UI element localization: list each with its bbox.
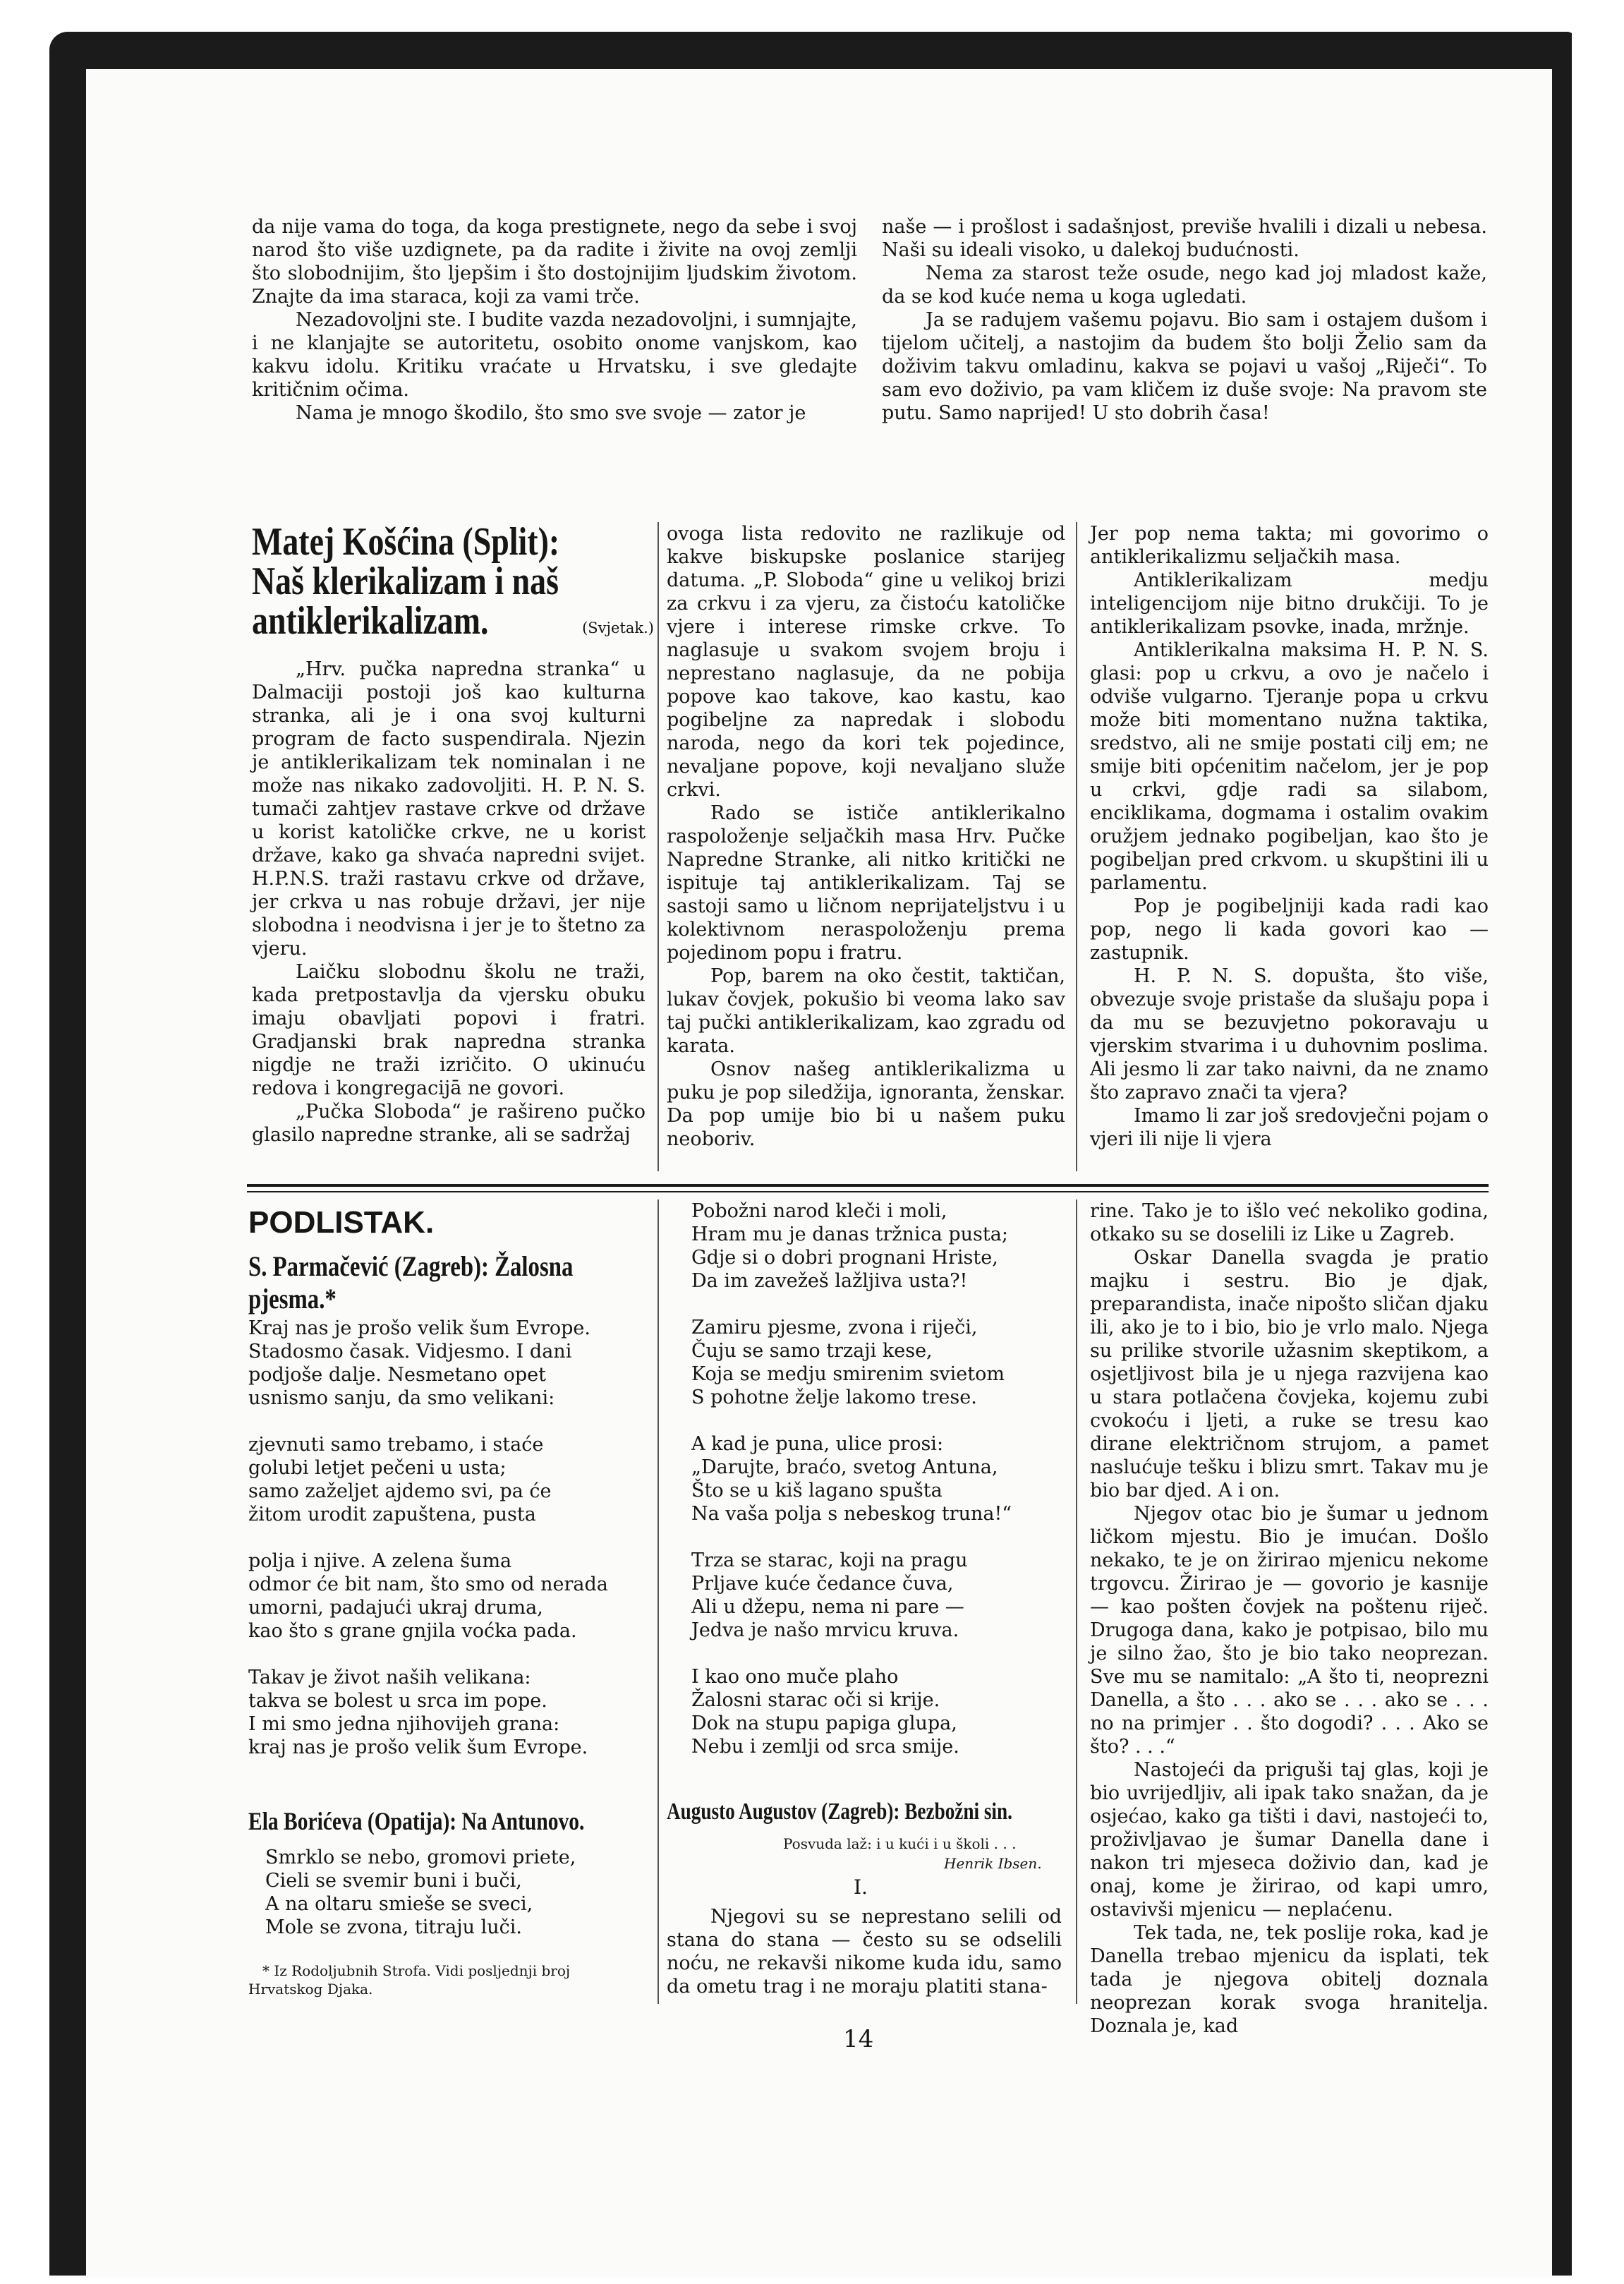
poem-2 [265,1846,639,1939]
article-column-3 [1090,522,1489,1151]
article-title-block [252,520,654,643]
paragraph: „Hrv. pučka napredna stranka“ u Dalmaciji postoji još kao kulturna stranka, ali je i ona svoj kulturni program de facto suspendirala. Njezin je antiklerikalizam tek nominalan i ne može nas nikako zadovoljiti. H. P. N. S. tumači zahtjev rastave crkve od države u korist katoličke crkve, ne u korist države, kako ga shvaća napredni svijet. H.P.N.S. traži rastavu crkve od države, jer crkva u nas robuje državi, jer nije slobodna i neodvisna i jer je to štetno za vjeru. [252,658,646,960]
paragraph: Nastojeći da priguši taj glas, koji je bio uvrijedljiv, ali ipak tako snažan, da je osjećao, kako ga tišti i davi, nastojeći to, proživljavao je šumar Danella dane i nakon tri mjeseca doživio dan, kad je onaj, kome je žirirao, od kapi umro, ostavivši mjenicu — neplaćenu. [1090,1759,1489,1921]
section-rule [247,1191,1489,1192]
paragraph: Pop, barem na oko čestit, taktičan, lukav čovjek, pokušio bi veoma lako sav taj pučki antiklerikalizam, kao zgradu od karata. [667,965,1065,1057]
verse-line: A na oltaru smieše se sveci, [265,1893,533,1915]
verse-line: polja i njive. A zelena šuma [248,1550,512,1572]
paragraph: Antiklerikalna maksima H. P. N. S. glasi: pop u crkvu, a ovo je načelo i odviše vulgarno. Tjeranje popa u crkvu može biti momentano nužna taktika, sredstvo, ali ne smije postati cilj em; ne smije biti općenitim načelom, jer je pop u crkvi, gdje radi sa silabom, enciklikama, dogmama i ostalim ovakim oružjem jednako pogibeljan, kao što je pogibeljan pred crkvom. u skupštini ili u parlamentu. [1090,639,1489,894]
story-right-column [1090,1200,1489,2038]
verse-line: Žalosni starac oči si krije. [691,1689,940,1711]
verse-line: samo zaželjet ajdemo svi, pa će [248,1480,552,1502]
paragraph: Njegov otac bio je šumar u jednom ličkom mjestu. Bio je imućan. Došlo nekako, te je on žirirao mjenicu nekome trgovcu. Žirirao je — govorio je kasnije — kao pošten čovjek na poštenu riječ. Drugoga dana, kako je potpisao, bilo mu je silno žao, što je bio tako neoprezan. Sve mu se namitalo: „A što ti, neoprezni Danella, a što . . . ako se . . . ako se . . . no na primjer . . što dogodi? . . . Ako se što? . . .“ [1090,1503,1489,1758]
page-margin [1572,0,1624,2284]
section-rule [247,1184,1489,1187]
verse-line: Čuju se samo trzaji kese, [691,1340,933,1362]
paragraph: ovoga lista redovito ne razlikuje od kakve biskupske poslanice starijeg datuma. „P. Sloboda“ gine u velikoj brizi za crkvu i za vjeru, za čistoću katoličke vjere i interese rimske crkve. To naglasuje u svakom svojem broju i neprestano naglasuje, da ne pobija popove kao takove, kao kastu, kao pogibeljne za napredak i slobodu naroda, nego da kori tek pojedince, nevaljane popove, koji nevaljano služe crkvi. [667,523,1065,801]
verse-line: Jedva je našo mrvicu kruva. [691,1619,959,1641]
verse-line: Trza se starac, koji na pragu [691,1549,968,1571]
article-source: (Svjetak.) [582,620,654,636]
verse-line: podjoše dalje. Nesmetano opet [248,1364,546,1386]
verse-line: Cieli se svemir buni i buči, [265,1870,522,1892]
paragraph: Nama je mnogo škodilo, što smo sve svoje — zator je [296,402,806,424]
poem-left-column [248,1317,643,1759]
column-divider [658,522,659,1171]
verse-line: odmor će bit nam, što smo od nerada [248,1573,608,1595]
verse-line: Hram mu je danas tržnica pusta; [691,1223,1008,1245]
paragraph: Nema za starost teže osude, nego kad joj mladost kaže, da se kod kuće nema u koga ugledati. [882,262,1487,308]
verse-line: zjevnuti samo trebamo, i staće [248,1434,544,1456]
poem-middle-column [691,1200,1065,1758]
paragraph: Rado se ističe antiklerikalno raspoloženje seljačkih masa Hrv. Pučke Napredne Stranke, ali nitko kritički ne ispituje taj antiklerikalizam. Taj se sastoji samo u ličnom neprijateljstvu i u kolektivnom neraspoloženju prema pojedinom popu i fratru. [667,802,1065,964]
verse-line: Zamiru pjesme, zvona i riječi, [691,1317,978,1339]
column-divider [1076,522,1077,1171]
story-middle-column [667,1905,1062,1998]
verse-line: Kraj nas je prošo velik šum Evrope. [248,1317,590,1339]
column-divider [658,1200,659,2004]
story-epigraph: Posvuda laž: i u kući i u školi . . . [783,1835,1017,1852]
verse-line: Takav je život naših velikana: [248,1667,531,1688]
story-epigraph-author: Henrik Ibsen. [944,1855,1042,1872]
top-right-column [882,215,1487,425]
poem-title: S. Parmačević (Zagreb): Žalosna pjesma.* [248,1250,574,1315]
paragraph: Jer pop nema takta; mi govorimo o antiklerikalizmu seljačkih masa. [1090,523,1489,568]
paragraph: Antiklerikalizam medju inteligencijom nije bitno drukčiji. To je antiklerikalizam psovke, inada, mržnje. [1090,569,1489,638]
verse-line: Što se u kiš lagano spušta [691,1480,943,1501]
chapter-number: I. [854,1875,868,1899]
verse-line: Prljave kuće čedance čuva, [691,1573,954,1595]
paragraph: naše — i prošlost i sadašnjost, previše hvalili i dizali u nebesa. Naši su ideali visoko, u dalekoj budućnosti. [882,216,1487,261]
paragraph: Ja se radujem vašemu pojavu. Bio sam i ostajem dušom i tijelom učitelj, a nastojim da budem što bolji Želio sam da doživim takvu omladinu, kakva se pojavi u vašoj „Riječi“. To sam evo doživio, pa vam kličem iz duše svoje: Na pravom ste putu. Samo naprijed! U sto dobrih časa! [882,309,1487,424]
article-column-2 [667,522,1065,1151]
paragraph: da nije vama do toga, da koga prestignete, nego da sebe i svoj narod što više uzdignete, pa da radite i živite na ovoj zemlji što slobodnijim, što ljepšim i što dostojnijim ljudskim životom. Znajte da ima staraca, koji za vami trče. [252,216,857,308]
paragraph: Laičku slobodnu školu ne traži, kada pretpostavlja da vjersku obuku imaju obavljati popovi i fratri. Gradjanski brak napredna stranka nigdje ne traži izričito. O ukinuću redova i kongregacijā ne govori. [252,961,646,1099]
verse-line: A kad je puna, ulice prosi: [691,1433,944,1455]
paragraph: H. P. N. S. dopušta, što više, obvezuje svoje pristaše da slušaju popa i da mu se bezuvjetno pokoravaju u vjerskim stvarima i u duhovnim poslima. Ali jesmo li zar tako naivni, da ne znamo što zapravo znači ta vjera? [1090,965,1489,1104]
verse-line: usnismo sanju, da smo velikani: [248,1387,555,1409]
verse-line: Da im zavežeš lažljiva usta?! [691,1270,968,1292]
paragraph: Osnov našeg antiklerikalizma u puku je pop siledžija, ignoranta, ženskar. Da pop umije bio bi u našem puku neoboriv. [667,1058,1065,1150]
verse-line: takva se bolest u srca im pope. [248,1690,547,1712]
verse-line: Dok na stupu papiga glupa, [691,1712,957,1734]
story-title: Augusto Augustov (Zagreb): Bezbožni sin. [667,1799,1012,1825]
paragraph: Tek tada, ne, tek poslije roka, kad je Danella trebao mjenicu da isplati, tek tada je njegova obitelj doznala neoprezan korak svoga hranitelja. Doznala je, kad [1090,1922,1489,2037]
verse-line: umorni, padajući ukraj druma, [248,1597,543,1619]
verse-line: Na vaša polja s nebeskog truna!“ [691,1503,1012,1525]
verse-line: „Darujte, braćo, svetog Antuna, [691,1456,998,1478]
feuilleton-heading: PODLISTAK. [248,1205,435,1240]
verse-line: S pohotne želje lakomo trese. [691,1386,977,1408]
verse-line: Mole se zvona, titraju luči. [265,1916,522,1938]
column-divider [1076,1200,1077,2004]
poem-title: Ela Borićeva (Opatija): Na Antunovo. [248,1807,585,1835]
verse-line: Smrklo se nebo, gromovi priete, [265,1847,576,1868]
verse-line: I kao ono muče plaho [691,1666,899,1688]
verse-line: Stadosmo časak. Vidjesmo. I dani [248,1341,572,1362]
article-column-1 [252,658,646,1147]
verse-line: I mi smo jedna njihovijeh grana: [248,1713,560,1735]
verse-line: Ali u džepu, nema ni pare — [691,1596,964,1618]
article-title: Matej Košćina (Split): Naš klerikalizam i naš antiklerikalizam. [252,520,560,643]
paragraph: Oskar Danella svagda je pratio majku i sestru. Bio je djak, preparandista, inače nipošto sličan djaku ili, ako je to i bio, bio je vrlo malo. Njega su prilike stvorile užasnim skeptikom, a osjetljivost bila je u njega razvijena kao u stara potlačena čovjeka, kojemu zubi cvokoću i ljeti, a ruke se tresu kao dirane električnom strujom, a pamet naslućuje tešku i blizu smrt. Takav mu je bio bar djed. A i on. [1090,1247,1489,1501]
verse-line: Gdje si o dobri prognani Hriste, [691,1247,998,1269]
paragraph: Njegovi su se neprestano selili od stana do stana — često su se odselili noću, ne rekavši nikome kuda idu, samo da ometu trag i ne moraju platiti stana- [667,1906,1062,1998]
paragraph: Imamo li zar još sredovječni pojam o vjeri ili nije li vjera [1090,1105,1489,1150]
page-number: 14 [843,2025,874,2053]
paragraph: Nezadovoljni ste. I budite vazda nezadovoljni, i sumnjajte, i ne klanjajte se autoritetu, osobito onome vanjskom, kao kakvu idolu. Kritiku vraćate u Hrvatsku, i sve gledajte kritičnim očima. [252,309,857,401]
verse-line: kraj nas je prošo velik šum Evrope. [248,1736,588,1758]
verse-line: Koja se medju smirenim svietom [691,1363,1005,1385]
verse-line: Pobožni narod kleči i moli, [691,1200,947,1222]
top-left-column [252,215,857,425]
footnote: * Iz Rodoljubnih Strofa. Vidi posljednji broj Hrvatskog Djaka. [248,1962,571,1998]
paragraph: „Pučka Sloboda“ je rašireno pučko glasilo napredne stranke, ali se sadržaj [252,1101,646,1146]
verse-line: kao što s grane gnjila voćka pada. [248,1620,577,1642]
verse-line: žitom urodit zapuštena, pusta [248,1504,536,1525]
paragraph: Pop je pogibeljniji kada radi kao pop, nego li kada govori kao — zastupnik. [1090,895,1489,964]
paragraph: rine. Tako je to išlo već nekoliko godina, otkako su se doselili iz Like u Zagreb. [1090,1200,1489,1245]
verse-line: golubi letjet pečeni u usta; [248,1457,507,1479]
verse-line: Nebu i zemlji od srca smije. [691,1736,959,1758]
